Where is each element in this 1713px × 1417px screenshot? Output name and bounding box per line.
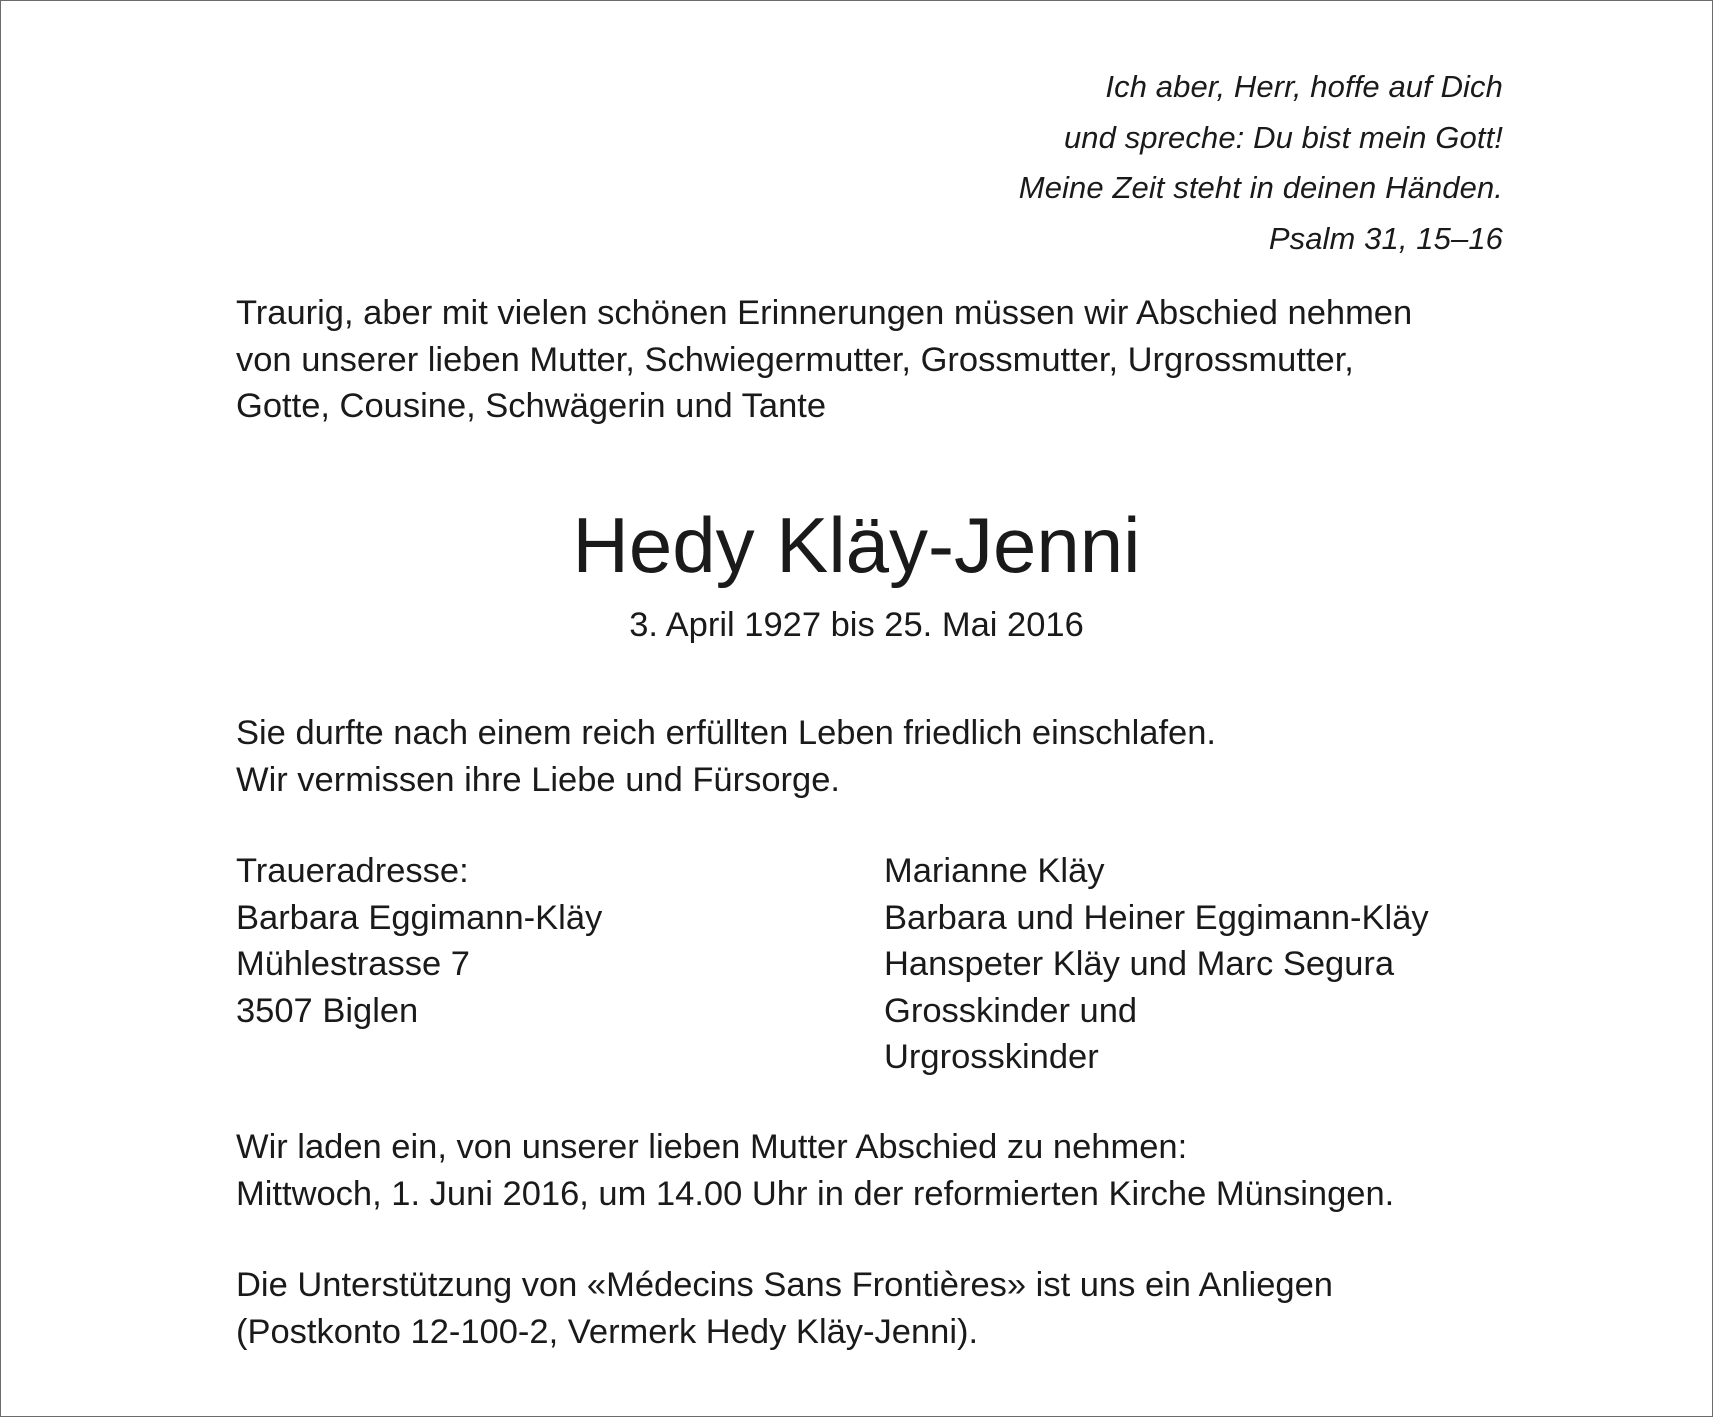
family-member: Barbara und Heiner Eggimann-Kläy: [884, 898, 1429, 937]
funeral-invitation: [236, 1124, 1394, 1217]
intro-line: von unserer lieben Mutter, Schwiegermutter, Grossmutter, Urgrossmutter,: [236, 340, 1354, 379]
psalm-reference: Psalm 31, 15–16: [1268, 220, 1503, 256]
invitation-line: Mittwoch, 1. Juni 2016, um 14.00 Uhr in der reformierten Kirche Münsingen.: [236, 1174, 1395, 1213]
farewell-paragraph: [236, 710, 1216, 803]
intro-line: Traurig, aber mit vielen schönen Erinnerungen müssen wir Abschied nehmen: [236, 294, 1413, 332]
address-label: Traueradresse:: [236, 852, 469, 890]
donation-line: Die Unterstützung von «Médecins Sans Frontières» ist uns ein Anliegen: [236, 1266, 1333, 1304]
donation-line: (Postkonto 12-100-2, Vermerk Hedy Kläy-Jenni).: [236, 1312, 979, 1351]
family-member: Marianne Kläy: [884, 852, 1105, 890]
family-member: Grosskinder und: [884, 991, 1138, 1030]
family-signatures: [884, 848, 1429, 1081]
address-line: 3507 Biglen: [236, 991, 419, 1030]
deceased-name: Hedy Kläy-Jenni: [572, 501, 1141, 589]
farewell-line: Sie durfte nach einem reich erfüllten Leben friedlich einschlafen.: [236, 714, 1216, 752]
address-line: Barbara Eggimann-Kläy: [236, 898, 603, 937]
family-member: Hanspeter Kläy und Marc Segura: [884, 945, 1395, 983]
psalm-quote: [1019, 62, 1503, 264]
psalm-line: Ich aber, Herr, hoffe auf Dich: [1105, 69, 1503, 104]
farewell-line: Wir vermissen ihre Liebe und Fürsorge.: [236, 760, 840, 799]
life-dates: 3. April 1927 bis 25. Mai 2016: [629, 606, 1084, 644]
mourning-address: [236, 848, 602, 1034]
intro-paragraph: [236, 290, 1412, 430]
family-member: Urgrosskinder: [884, 1038, 1099, 1076]
intro-line: Gotte, Cousine, Schwägerin und Tante: [236, 387, 827, 425]
donation-note: [236, 1262, 1333, 1355]
invitation-line: Wir laden ein, von unserer lieben Mutter Abschied zu nehmen:: [236, 1128, 1188, 1166]
psalm-line: und spreche: Du bist mein Gott!: [1063, 119, 1503, 155]
psalm-line: Meine Zeit steht in deinen Händen.: [1018, 170, 1503, 205]
address-line: Mühlestrasse 7: [236, 945, 470, 983]
